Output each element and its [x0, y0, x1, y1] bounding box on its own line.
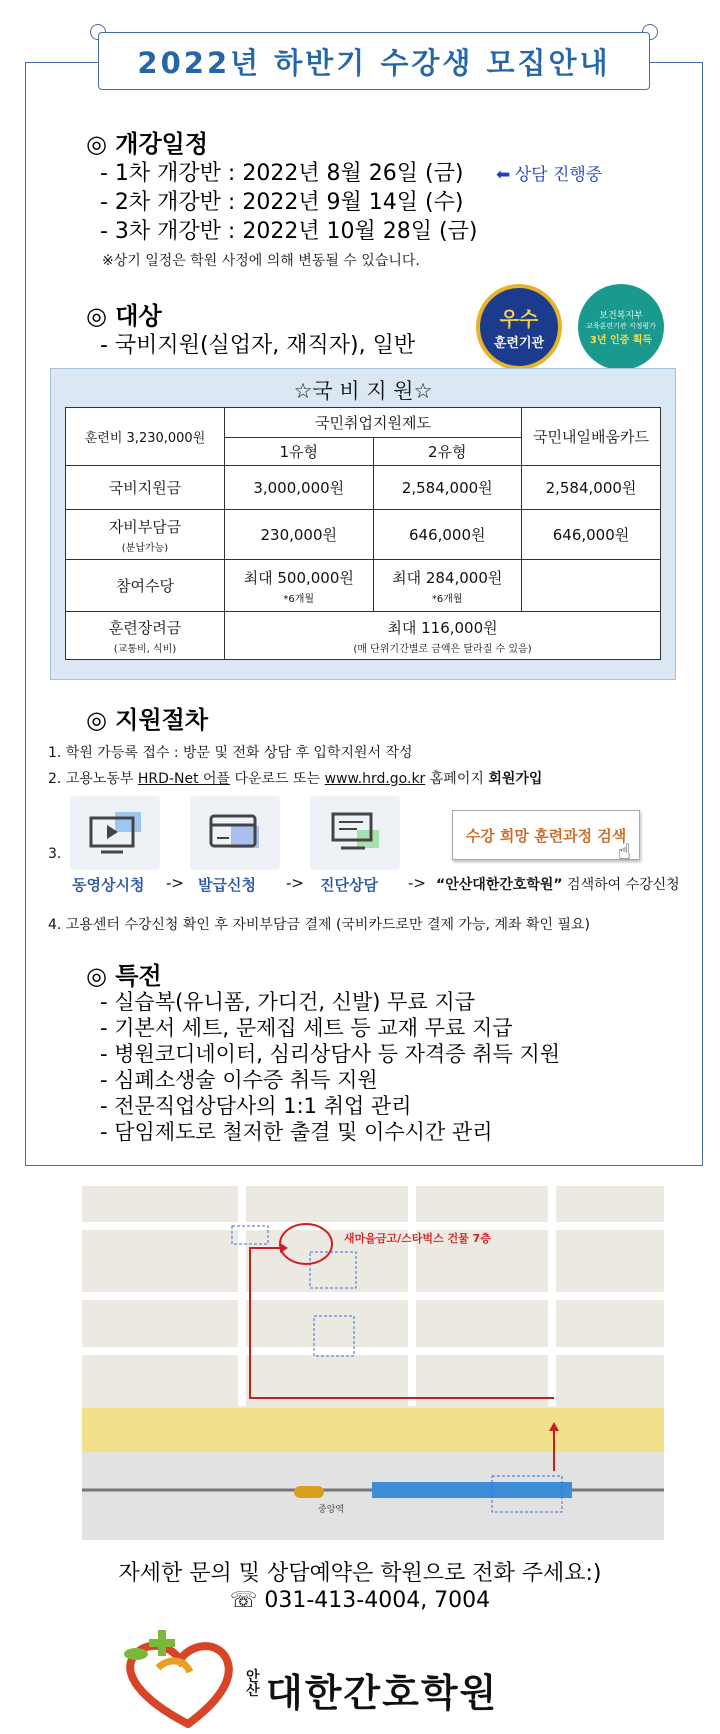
consult-note: [496, 160, 602, 185]
consult-step-tile: [310, 796, 400, 870]
logo-text: 대한간호학원: [266, 1671, 499, 1715]
title-banner-body: [98, 32, 650, 90]
table-row: [66, 612, 661, 660]
ministry-certification-badge: [578, 284, 664, 370]
phone-icon: ☏: [229, 1588, 258, 1613]
subsidy-title: ☆국 비 지 원☆: [293, 379, 433, 403]
row-cell-main: 최대 284,000원: [392, 568, 503, 587]
excellent-institution-badge: [476, 284, 562, 370]
academy-search-instruction: [436, 874, 680, 894]
video-step-tile: [70, 796, 160, 870]
consult-note-text: 상담 진행중: [514, 165, 603, 185]
card-icon: [205, 808, 265, 858]
pointer-hand-icon: ☝: [617, 840, 631, 865]
badge2-mid: 교육훈련기관 지정평가: [586, 322, 656, 330]
row-label-text: 국비지원금: [108, 479, 182, 497]
table-row: [66, 510, 661, 560]
page-title: 2022년 하반기 수강생 모집안내: [137, 45, 611, 80]
schedule-line-3: - 3차 개강반 : 2022년 10월 28일 (금): [100, 219, 478, 244]
row-label-text: 훈련장려금: [108, 618, 182, 637]
video-step-label: 동영상시청: [72, 876, 145, 894]
group-header: 국민취업지원제도: [225, 408, 522, 438]
row-cell: 2,584,000원: [373, 466, 522, 510]
row-cell-main: 최대 500,000원: [243, 568, 354, 587]
benefit-item: - 담임제도로 철저한 출결 및 이수시간 관리: [100, 1120, 493, 1144]
benefit-item: - 실습복(유니폼, 가디건, 신발) 무료 지급: [100, 990, 475, 1014]
row-cell-sub: *6개월: [431, 593, 463, 605]
card-header: 국민내일배움카드: [522, 408, 661, 466]
subsidy-panel: [50, 368, 676, 680]
phone-number[interactable]: 031-413-4004, 7004: [264, 1588, 491, 1613]
card-step-label: 발급신청: [198, 876, 256, 894]
step2-signup: 회원가입: [488, 771, 543, 787]
procedure-heading: ◎ 지원절차: [86, 706, 209, 734]
hrd-net-app-link[interactable]: HRD-Net 어플: [137, 771, 231, 787]
left-arrow-icon: ⬅: [496, 165, 511, 185]
table-row: [66, 466, 661, 510]
chat-monitor-icon: [325, 808, 385, 858]
map-location-label: 새마을금고/스타벅스 건물 7층: [344, 1232, 491, 1245]
row-cell: 3,000,000원: [225, 466, 374, 510]
type2-header: 2유형: [373, 438, 522, 466]
card-step-tile: [190, 796, 280, 870]
map-station-label: 중앙역: [318, 1505, 345, 1515]
benefit-item: - 기본서 세트, 문제집 세트 등 교재 무료 지급: [100, 1016, 513, 1040]
procedure-step-2: [48, 768, 542, 788]
type1-header: 1유형: [225, 438, 374, 466]
row-label: [66, 510, 225, 560]
target-heading: ◎ 대상: [86, 302, 162, 330]
course-search-button[interactable]: [452, 810, 640, 865]
video-monitor-icon: [85, 808, 145, 858]
phone-line: [0, 1588, 720, 1613]
step2-prefix: 2. 고용노동부: [48, 771, 138, 787]
benefits-heading: ◎ 특전: [86, 962, 162, 990]
row-cell-sub: (매 단위기간별로 금액은 달라질 수 있음): [353, 643, 532, 655]
row-cell: 2,584,000원: [522, 466, 661, 510]
row-cell: [522, 560, 661, 612]
title-banner: [88, 20, 660, 102]
benefit-item: - 전문직업상담사의 1:1 취업 관리: [100, 1094, 412, 1118]
badge2-main: 3년 인증 획득: [589, 335, 653, 346]
row-cell-main: 최대 116,000원: [387, 618, 498, 637]
row-cell: 646,000원: [373, 510, 522, 560]
academy-logo: [118, 1628, 598, 1728]
row-label: [66, 466, 225, 510]
academy-name-quote: “안산대한간호학원”: [436, 877, 563, 893]
heart-cross-logo-icon: [118, 1628, 258, 1728]
schedule-heading: ◎ 개강일정: [86, 130, 209, 158]
row-cell: [225, 560, 374, 612]
schedule-disclaimer: ※상기 일정은 학원 사정에 의해 변동될 수 있습니다.: [102, 253, 420, 269]
badge1-top: 우수: [499, 307, 539, 331]
table-row: [66, 560, 661, 612]
row-cell: 230,000원: [225, 510, 374, 560]
target-line: - 국비지원(실업자, 재직자), 일반: [100, 333, 416, 358]
logo-small-text: 안산: [246, 1669, 260, 1699]
procedure-step-3-number: 3.: [48, 846, 62, 862]
badge2-top: 보건복지부: [599, 311, 643, 321]
row-cell: [225, 612, 661, 660]
row-label-sub: (분납가능): [121, 542, 169, 554]
step-arrow-2: ->: [286, 874, 304, 892]
procedure-step-4: 4. 고용센터 수강신청 확인 후 자비부담금 결제 (국비카드로만 결제 가능, 계좌 확인 필요): [48, 917, 590, 933]
step2-mid: 다운로드 또는: [230, 771, 325, 787]
row-cell: [373, 560, 522, 612]
step-arrow-3: ->: [408, 874, 426, 892]
step2-suffix: 홈페이지: [425, 771, 489, 787]
badge1-main: 훈련기관: [493, 336, 545, 351]
row-label-text: 자비부담금: [108, 517, 182, 536]
step3-suffix: 검색하여 수강신청: [562, 877, 680, 893]
schedule-line-2: - 2차 개강반 : 2022년 9월 14일 (수): [100, 190, 464, 215]
row-label: [66, 612, 225, 660]
fee-header: 훈련비 3,230,000원: [66, 408, 225, 466]
benefit-item: - 심폐소생술 이수증 취득 지원: [100, 1068, 378, 1092]
hrd-website-link[interactable]: www.hrd.go.kr: [324, 771, 426, 787]
step-arrow-1: ->: [166, 874, 184, 892]
course-search-label: 수강 희망 훈련과정 검색: [465, 826, 627, 845]
location-map[interactable]: [82, 1186, 664, 1540]
row-cell: 646,000원: [522, 510, 661, 560]
row-label-sub: (교통비, 식비): [113, 643, 177, 655]
row-label: 참여수당: [66, 560, 225, 612]
procedure-step-1: 1. 학원 가등록 접수 : 방문 및 전화 상담 후 입학지원서 작성: [48, 745, 413, 761]
schedule-line-1: - 1차 개강반 : 2022년 8월 26일 (금): [100, 161, 464, 186]
consult-step-label: 진단상담: [320, 876, 378, 894]
contact-line: 자세한 문의 및 상담예약은 학원으로 전화 주세요:): [118, 1561, 602, 1586]
row-cell-sub: *6개월: [283, 593, 315, 605]
benefit-item: - 병원코디네이터, 심리상담사 등 자격증 취득 지원: [100, 1042, 561, 1066]
subsidy-table: [65, 407, 661, 660]
